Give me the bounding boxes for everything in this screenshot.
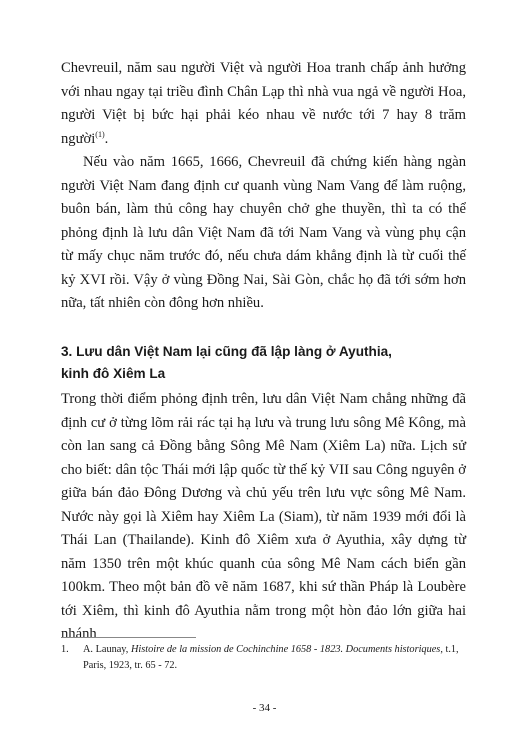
paragraph-3 <box>61 388 466 647</box>
section-heading-line-2: kinh đô Xiêm La <box>61 366 166 381</box>
footnote-author: A. Launay, <box>83 644 131 655</box>
section-heading <box>61 341 466 385</box>
footnote-divider <box>61 637 196 638</box>
footnote-body <box>83 642 466 674</box>
section-heading-line-1: 3. Lưu dân Việt Nam lại cũng đã lập làng ở Ayuthia, <box>61 344 392 359</box>
footnote-title: Histoire de la mission de Cochinchine 1658 - 1823. Documents historiques <box>130 644 441 655</box>
footnote-number: 1. <box>61 644 69 655</box>
paragraph-continued <box>61 57 466 151</box>
footnote-reference[interactable]: (1) <box>95 129 105 139</box>
paragraph-1-end: . <box>104 130 109 147</box>
footnote-rest: , t.1, Paris, 1923, tr. 65 - 72. <box>83 644 459 671</box>
paragraph-3-text: Trong thời điểm phỏng định trên, lưu dân Việt Nam chẳng những đã định cư ở từng lõm rải rác tại hạ lưu và trung lưu sông Mê Kông, mà còn lan sang cả Đồng bằng Sông Mê Nam (Xiêm La) nữa. Lịch sử cho biết: dân tộc Thái mới lập quốc từ thế kỷ VII sau Công nguyên ở giữa bán đảo Đông Dương và chủ yếu trên lưu vực sông Mê Nam. Nước này gọi là Xiêm hay Xiêm La (Siam), từ năm 1939 mới đổi là Thái Lan (Thailande). Kinh đô Xiêm xưa ở Ayuthia, xây dựng từ năm 1350 trên một khúc quanh của sông Mê Nam cách biển gần 100km. Theo một bản đồ vẽ năm 1687, khi sứ thần Pháp là Loubère tới Xiêm, thì kinh đô Ayuthia nằm trong một hòn đảo lớn giữa hai nhánh <box>61 391 466 642</box>
paragraph-1-text: Chevreuil, năm sau người Việt và người Hoa tranh chấp ảnh hưởng với nhau ngay tại triều đình Chân Lạp thì nhà vua ngả về người Hoa, người Việt bị bức hại phải kéo nhau về nước tới 7 hay 8 trăm người <box>61 60 466 147</box>
footnote <box>61 642 466 674</box>
page-number: - 34 - <box>252 702 277 714</box>
paragraph-2 <box>61 151 466 316</box>
paragraph-2-text: Nếu vào năm 1665, 1666, Chevreuil đã chứng kiến hàng ngàn người Việt Nam đang định cư quanh vùng Nam Vang để làm ruộng, buôn bán, làm thủ công hay chuyên chở ghe thuyền, thì ta có thể phỏng định là lưu dân Việt Nam đã tới Nam Vang và vùng phụ cận từ mấy chục năm trước đó, nếu chưa dám khẳng định là từ cuối thế kỷ XVI rồi. Vậy ở vùng Đồng Nai, Sài Gòn, chắc họ đã tới sớm hơn nữa, tất nhiên còn đông hơn nhiều. <box>61 154 466 311</box>
